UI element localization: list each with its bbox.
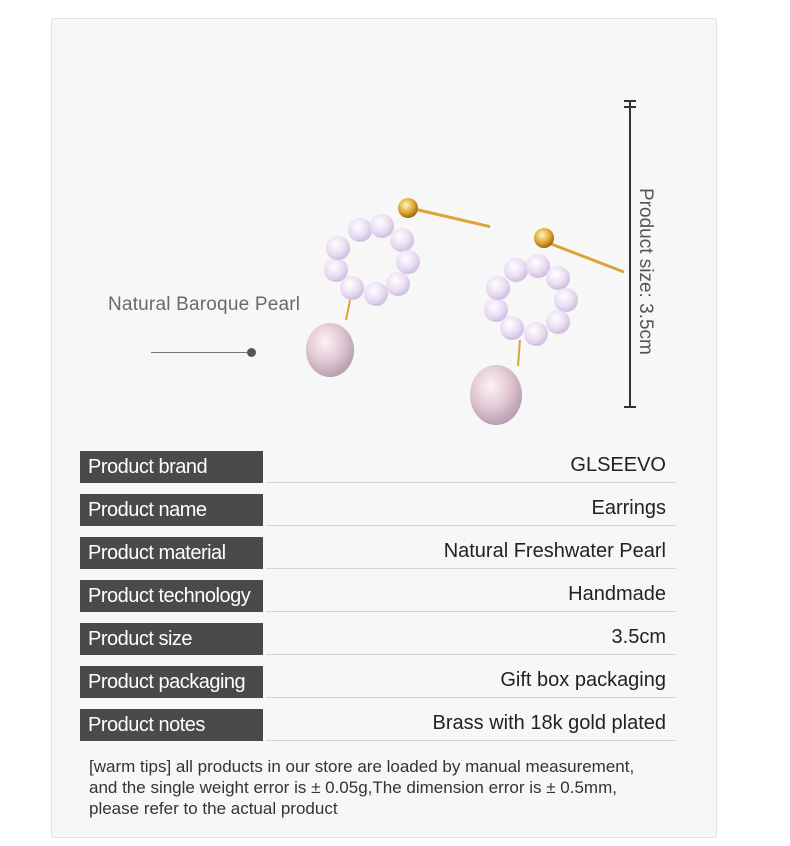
product-size-vertical-label: Product size: 3.5cm xyxy=(635,188,656,355)
row-divider xyxy=(266,740,676,741)
row-divider xyxy=(266,482,676,483)
spec-value: GLSEEVO xyxy=(570,454,666,476)
spec-value: Earrings xyxy=(591,497,666,519)
spec-row xyxy=(80,450,676,493)
spec-label: Product brand xyxy=(80,451,263,483)
spec-label: Product name xyxy=(80,494,263,526)
spec-table xyxy=(80,450,676,751)
tips-line: [warm tips] all products in our store are loaded by manual measurement, xyxy=(89,757,635,776)
spec-label: Product packaging xyxy=(80,666,263,698)
row-divider xyxy=(266,654,676,655)
size-dimension-line xyxy=(629,100,631,408)
spec-label: Product material xyxy=(80,537,263,569)
spec-value: Natural Freshwater Pearl xyxy=(443,540,666,562)
row-divider xyxy=(266,611,676,612)
spec-row xyxy=(80,536,676,579)
spec-row xyxy=(80,579,676,622)
spec-label: Product size xyxy=(80,623,263,655)
row-divider xyxy=(266,525,676,526)
spec-row xyxy=(80,708,676,751)
pearl-callout-label: Natural Baroque Pearl xyxy=(108,294,301,315)
size-tick-bottom xyxy=(624,406,636,408)
spec-row xyxy=(80,622,676,665)
size-tick-top xyxy=(624,100,636,102)
warm-tips-note xyxy=(89,756,689,819)
spec-label: Product technology xyxy=(80,580,263,612)
size-tick-top-2 xyxy=(624,106,636,108)
spec-value: Brass with 18k gold plated xyxy=(432,712,666,734)
spec-value: 3.5cm xyxy=(611,626,666,648)
spec-row xyxy=(80,493,676,536)
tips-line: please refer to the actual product xyxy=(89,799,338,818)
row-divider xyxy=(266,568,676,569)
callout-leader-line xyxy=(151,352,249,353)
callout-leader-dot xyxy=(247,348,256,357)
row-divider xyxy=(266,697,676,698)
spec-value: Gift box packaging xyxy=(500,669,666,691)
tips-line: and the single weight error is ± 0.05g,The dimension error is ± 0.5mm, xyxy=(89,778,617,797)
spec-row xyxy=(80,665,676,708)
spec-label: Product notes xyxy=(80,709,263,741)
spec-value: Handmade xyxy=(568,583,666,605)
